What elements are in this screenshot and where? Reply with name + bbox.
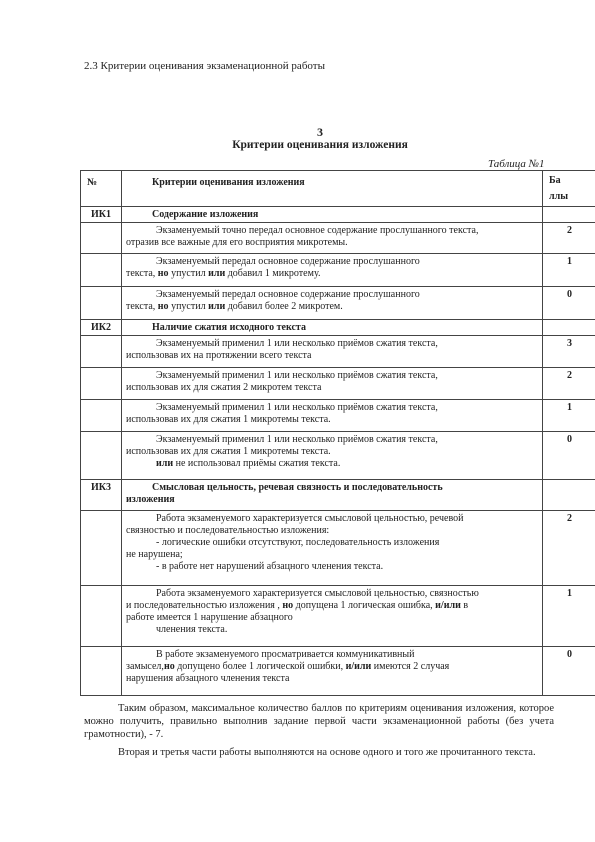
row-line: Экзаменуемый применил 1 или несколько приёмов сжатия текста,	[156, 434, 438, 445]
section-code: ИК3	[81, 480, 122, 510]
row-points: 0	[567, 289, 572, 300]
table-caption: Таблица №1	[488, 158, 545, 170]
row-bold: или	[208, 268, 226, 279]
closing-paragraph	[84, 746, 554, 759]
summary-text: Таким образом, максимальное количество баллов по критериям оценивания изложения, которое можно получить, правильно выполнив задание первой части экзаменационной работы (без учета грамотности), - 7.	[84, 703, 554, 740]
row-bold: но	[157, 268, 169, 279]
row-line: работе имеется 1 нарушение абзацного	[126, 612, 293, 623]
row-bold: но	[163, 661, 175, 672]
row-description	[122, 511, 543, 585]
row-text: допущена 1 логическая ошибка,	[293, 600, 436, 611]
table-row	[80, 432, 595, 480]
header-points-part2: ллы	[549, 191, 569, 202]
row-code-cell	[81, 586, 122, 646]
row-line: - логические ошибки отсутствуют, последовательность изложения	[156, 537, 440, 548]
block-number: 3	[317, 125, 323, 139]
row-bold: но	[157, 301, 169, 312]
row-code-cell	[81, 223, 122, 253]
row-code-cell	[81, 432, 122, 479]
row-line: использовав их для сжатия 1 микротемы текста.	[126, 414, 331, 425]
row-points: 1	[567, 402, 572, 413]
row-bold: и/или	[435, 600, 461, 611]
row-text: текста,	[126, 268, 158, 279]
row-bold: и/или	[345, 661, 372, 672]
row-line: - в работе нет нарушений абзацного членения текста.	[156, 561, 384, 572]
row-line: Работа экзаменуемого характеризуется смысловой цельностью, связностью	[156, 588, 479, 599]
row-text: упустил	[168, 268, 209, 279]
row-description	[122, 223, 543, 253]
section-title-line1: Смысловая цельность, речевая связность и последовательность	[152, 482, 443, 493]
row-line: нарушения абзацного членения текста	[126, 673, 290, 684]
row-bold: или	[156, 458, 174, 469]
row-line: использовав их для сжатия 1 микротемы текста.	[126, 446, 331, 457]
table-row	[80, 254, 595, 287]
row-description	[122, 586, 543, 646]
row-points: 2	[567, 225, 572, 236]
row-line: связностью и последовательностью изложения:	[126, 525, 330, 536]
table-row	[80, 287, 595, 320]
closing-text: Вторая и третья части работы выполняются на основе одного и того же прочитанного текста.	[118, 747, 536, 758]
header-points-part1: Ба	[549, 175, 561, 186]
summary-paragraph	[84, 702, 554, 741]
row-bold: но	[282, 600, 294, 611]
row-code-cell	[81, 400, 122, 431]
row-text: имеются 2 случая	[371, 661, 450, 672]
row-line: членения текста.	[156, 624, 228, 635]
row-text: и последовательностью изложения ,	[126, 600, 283, 611]
row-text: добавил более 2 микротем.	[225, 301, 343, 312]
section-row-ik3	[80, 480, 595, 511]
row-line: Экзаменуемый передал основное содержание прослушанного	[156, 256, 420, 267]
row-line: отразив все важные для его восприятия микротемы.	[126, 237, 348, 248]
row-code-cell	[81, 368, 122, 399]
row-line: Работа экзаменуемого характеризуется смысловой цельностью, речевой	[156, 513, 464, 524]
section-title: Содержание изложения	[122, 207, 543, 222]
row-description	[122, 647, 543, 695]
row-points: 2	[567, 513, 572, 524]
row-code-cell	[81, 647, 122, 695]
table-row	[80, 586, 595, 647]
header-points	[543, 171, 595, 206]
section-code: ИК1	[81, 207, 122, 222]
table-header-row	[80, 170, 595, 207]
header-criteria: Критерии оценивания изложения	[122, 171, 543, 206]
row-points: 0	[567, 649, 572, 660]
row-line	[126, 600, 538, 612]
row-text: не использовал приёмы сжатия текста.	[173, 458, 341, 469]
row-line: Экзаменуемый применил 1 или несколько приёмов сжатия текста,	[156, 402, 438, 413]
row-line: В работе экзаменуемого просматривается коммуникативный	[156, 649, 415, 660]
row-text: упустил	[168, 301, 209, 312]
row-points: 3	[567, 338, 572, 349]
row-description	[122, 368, 543, 399]
header-num: №	[81, 171, 122, 206]
row-text: замысел,	[126, 661, 164, 672]
row-line	[126, 458, 538, 470]
row-code-cell	[81, 511, 122, 585]
row-line: использовав их для сжатия 2 микротем текста	[126, 382, 322, 393]
criteria-table	[80, 170, 595, 696]
row-line: Экзаменуемый точно передал основное содержание прослушанного текста,	[156, 225, 479, 236]
section-points	[543, 480, 595, 510]
table-row	[80, 400, 595, 432]
row-points: 0	[567, 434, 572, 445]
block-title: Критерии оценивания изложения	[232, 139, 408, 151]
row-line	[126, 661, 538, 673]
section-heading: 2.3 Критерии оценивания экзаменационной работы	[84, 60, 325, 72]
table-row	[80, 368, 595, 400]
row-text: в	[460, 600, 469, 611]
row-line: использовав их на протяжении всего текста	[126, 350, 312, 361]
table-row	[80, 647, 595, 696]
row-text: добавил 1 микротему.	[225, 268, 321, 279]
table-row	[80, 336, 595, 368]
row-points: 2	[567, 370, 572, 381]
section-code: ИК2	[81, 320, 122, 335]
row-points: 1	[567, 588, 572, 599]
section-title: Наличие сжатия исходного текста	[122, 320, 543, 335]
row-code-cell	[81, 336, 122, 367]
section-row-ik1	[80, 207, 595, 223]
table-row	[80, 511, 595, 586]
row-description	[122, 287, 543, 319]
section-points	[543, 320, 595, 335]
row-description	[122, 432, 543, 479]
row-code-cell	[81, 254, 122, 286]
section-title	[122, 480, 543, 510]
section-title-line2: изложения	[126, 494, 175, 505]
row-line: не нарушена;	[126, 549, 183, 560]
row-points: 1	[567, 256, 572, 267]
row-description	[122, 400, 543, 431]
row-line: Экзаменуемый применил 1 или несколько приёмов сжатия текста,	[156, 338, 438, 349]
section-row-ik2	[80, 320, 595, 336]
row-text: текста,	[126, 301, 158, 312]
row-code-cell	[81, 287, 122, 319]
row-line: Экзаменуемый применил 1 или несколько приёмов сжатия текста,	[156, 370, 438, 381]
section-points	[543, 207, 595, 222]
row-text: допущено более 1 логической ошибки,	[174, 661, 346, 672]
table-row	[80, 223, 595, 254]
row-line: Экзаменуемый передал основное содержание прослушанного	[156, 289, 420, 300]
row-description	[122, 336, 543, 367]
row-bold: или	[208, 301, 226, 312]
row-description	[122, 254, 543, 286]
